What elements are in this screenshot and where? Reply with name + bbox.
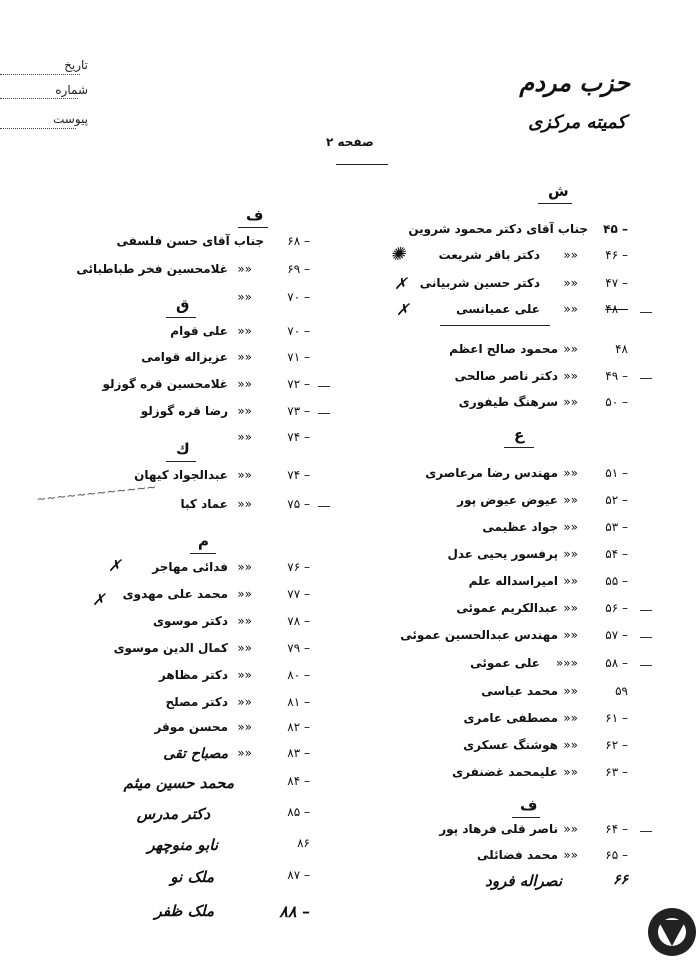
row-number: ۶۵ –	[605, 848, 628, 862]
row-prefix: ««	[563, 765, 578, 779]
row-number: ۵۴ –	[605, 547, 628, 561]
row-number: ۷۳ –	[287, 404, 310, 418]
row-prefix: ««	[563, 628, 578, 642]
row-prefix: ««	[237, 746, 252, 760]
row-name: مهندس رضا مرعاصری	[425, 466, 558, 480]
row-number: ۷۵ –	[287, 497, 310, 511]
row-prefix: «««	[555, 656, 578, 670]
list-item	[360, 493, 628, 513]
row-prefix: ««	[563, 547, 578, 561]
row-name: علی عموئی	[470, 656, 540, 670]
row-number: ۷۰ –	[287, 290, 310, 304]
list-item	[40, 262, 310, 282]
row-name: علی قوام	[170, 324, 228, 338]
row-prefix: ««	[237, 430, 252, 444]
row-name: دکتر مصلح	[165, 695, 228, 709]
list-item	[40, 234, 310, 254]
row-number: ۸۷ –	[287, 868, 310, 882]
list-item	[40, 746, 310, 766]
list-item	[40, 377, 310, 397]
row-number: ۵۲ –	[605, 493, 628, 507]
row-prefix: ««	[237, 720, 252, 734]
row-prefix: ««	[237, 560, 252, 574]
row-number: ۶۴ –	[605, 822, 628, 836]
list-item	[360, 656, 628, 676]
row-name: محسن موقر	[154, 720, 228, 734]
list-item	[40, 805, 310, 831]
row-prefix: ««	[237, 377, 252, 391]
x-mark-icon: ✗	[108, 556, 122, 575]
row-name: کمال الدین موسوی	[113, 641, 228, 655]
row-number: ۴۸ –	[605, 302, 628, 316]
row-name: علیمحمد غضنفری	[452, 765, 558, 779]
row-prefix: ««	[563, 248, 578, 262]
scribble-mark-icon: ✺	[390, 244, 406, 265]
list-item	[360, 765, 628, 785]
row-number: ۸۵ –	[287, 805, 310, 819]
section-heading-ain: ع	[514, 426, 525, 444]
list-item	[40, 404, 310, 424]
row-name: علی عمیانسی	[456, 302, 540, 316]
row-number: ۵۳ –	[605, 520, 628, 534]
row-number: ۸۲ –	[287, 720, 310, 734]
section-underline	[538, 203, 572, 204]
list-item	[40, 614, 310, 634]
row-name: نابو منوچهر	[147, 836, 218, 854]
row-name: عبدالکریم عموئی	[456, 601, 558, 615]
section-heading-m: م	[198, 532, 209, 550]
row-prefix: ««	[237, 668, 252, 682]
section-heading-q: ق	[176, 296, 190, 314]
row-name: جناب آقای حسن فلسفی	[116, 234, 264, 248]
row-number: ۴۹ –	[605, 369, 628, 383]
number-label: شماره	[55, 83, 88, 97]
row-prefix: ««	[237, 695, 252, 709]
row-prefix: ««	[563, 466, 578, 480]
row-number: ۵۰ –	[605, 395, 628, 409]
row-number: ۴۷ –	[605, 276, 628, 290]
row-number: ۴۸	[615, 342, 628, 356]
row-name: مصباح تقی	[163, 746, 228, 762]
row-prefix: ««	[237, 468, 252, 482]
list-item	[360, 222, 628, 242]
row-name: پرفسور یحیی عدل	[447, 547, 558, 561]
list-item	[40, 902, 310, 930]
row-number: ۷۴ –	[287, 430, 310, 444]
row-name: دکتر موسوی	[153, 614, 228, 628]
row-prefix: ««	[237, 290, 252, 304]
row-prefix: ««	[563, 342, 578, 356]
row-name: دکتر مدرس	[136, 805, 210, 823]
page-number-underline	[336, 164, 388, 165]
row-prefix: ««	[563, 738, 578, 752]
row-name: محمد عباسی	[481, 684, 558, 698]
section-underline	[512, 817, 540, 818]
row-number: ۶۲ –	[605, 738, 628, 752]
row-name: عماد کبا	[180, 497, 228, 511]
row-number: ۷۱ –	[287, 350, 310, 364]
row-prefix: ««	[563, 684, 578, 698]
list-item	[40, 350, 310, 370]
row-name: رضا قره گوزلو	[140, 404, 228, 418]
row-prefix: ««	[563, 395, 578, 409]
row-number: ۷۷ –	[287, 587, 310, 601]
row-number: ۸۳ –	[287, 746, 310, 760]
row-number: ۷۴ –	[287, 468, 310, 482]
row-number: ۶۹ –	[287, 262, 310, 276]
margin-dash	[640, 312, 652, 313]
row-name: فدائی مهاجر	[152, 560, 228, 574]
archive-watermark	[400, 902, 700, 964]
row-number: ۸۱ –	[287, 695, 310, 709]
row-name: هوشنگ عسکری	[463, 738, 558, 752]
row-prefix: ««	[563, 493, 578, 507]
list-item	[40, 641, 310, 661]
row-name: جواد عظیمی	[482, 520, 558, 534]
list-item	[40, 695, 310, 715]
row-number: ۷۰ –	[287, 324, 310, 338]
row-name: عزیزاله قوامی	[141, 350, 228, 364]
row-prefix: ««	[563, 711, 578, 725]
row-number: ۸۶	[297, 836, 310, 850]
row-number: ۶۶	[612, 872, 628, 888]
row-name: مهندس عبدالحسین عموئی	[400, 628, 558, 642]
party-name: حزب مردم	[519, 68, 630, 97]
section-underline	[238, 227, 268, 228]
row-name: نصراله فرود	[485, 872, 562, 890]
list-item	[360, 822, 628, 842]
row-prefix: ««	[237, 497, 252, 511]
row-prefix: ««	[563, 822, 578, 836]
list-item	[360, 302, 628, 322]
list-item	[40, 468, 310, 488]
row-number: ۵۱ –	[605, 466, 628, 480]
margin-dash	[640, 665, 652, 666]
row-prefix: ««	[237, 641, 252, 655]
list-item	[360, 872, 628, 898]
row-number: ۴۶ –	[605, 248, 628, 262]
row-prefix: ««	[563, 276, 578, 290]
list-item	[40, 587, 310, 607]
list-item	[40, 836, 310, 862]
row-number: ۶۸ –	[287, 234, 310, 248]
handwritten-scribble: ~~~~~~~~~~~~	[35, 479, 158, 507]
attachment-label: پیوست	[53, 112, 88, 126]
row-number: ۸۸ –	[279, 902, 310, 921]
row-name: محمود صالح اعظم	[449, 342, 558, 356]
list-item	[40, 430, 310, 450]
row-name: دکتر ناصر صالحی	[454, 369, 558, 383]
x-mark-icon: ✗	[92, 590, 106, 609]
row-prefix: ««	[237, 350, 252, 364]
list-item	[40, 720, 310, 740]
list-item	[40, 774, 310, 800]
section-underline	[190, 553, 216, 554]
row-name: جناب آقای دکتر محمود شروین	[408, 222, 588, 236]
margin-dash	[640, 637, 652, 638]
list-item	[360, 520, 628, 540]
row-number: ۶۳ –	[605, 765, 628, 779]
row-number: ۴۵ –	[603, 222, 628, 236]
row-prefix: ««	[563, 848, 578, 862]
row-prefix: ««	[237, 404, 252, 418]
list-item	[360, 395, 628, 415]
number-line	[0, 98, 78, 99]
row-prefix: ««	[563, 601, 578, 615]
row-number: ۸۴ –	[287, 774, 310, 788]
section-heading-f: ف	[246, 206, 264, 224]
page-number: صفحه ۲	[326, 135, 374, 149]
row-number: ۸۰ –	[287, 668, 310, 682]
section-underline	[166, 461, 196, 462]
row-number: ۷۲ –	[287, 377, 310, 391]
list-item	[360, 342, 628, 362]
margin-dash	[640, 831, 652, 832]
section-heading-sh: ش	[548, 182, 569, 200]
row-name: سرهنگ طیفوری	[458, 395, 558, 409]
list-item	[40, 290, 310, 310]
list-item	[360, 276, 628, 296]
list-item	[40, 868, 310, 894]
row-prefix: ««	[237, 262, 252, 276]
list-item	[360, 848, 628, 868]
list-item	[360, 547, 628, 567]
date-label: تاریخ	[64, 58, 88, 72]
row-prefix: ««	[237, 587, 252, 601]
x-mark-icon: ✗	[396, 300, 410, 319]
row-name: مصطفی عامری	[463, 711, 558, 725]
row-number: ۷۸ –	[287, 614, 310, 628]
row-name: ناصر قلی فرهاد پور	[439, 822, 558, 836]
row-number: ۷۹ –	[287, 641, 310, 655]
attachment-line	[0, 128, 76, 129]
section-underline	[166, 317, 196, 318]
list-item	[360, 628, 628, 648]
row-number: ۵۵ –	[605, 574, 628, 588]
list-item	[40, 324, 310, 344]
row-prefix: ««	[237, 614, 252, 628]
row-name: محمد علی مهدوی	[122, 587, 228, 601]
row-prefix: ««	[563, 302, 578, 316]
row-prefix: ««	[237, 324, 252, 338]
margin-dash	[640, 610, 652, 611]
list-item	[360, 248, 628, 268]
row-prefix: ««	[563, 369, 578, 383]
row-name: عبدالجواد کیهان	[134, 468, 228, 482]
row-name: غلامحسین قره گوزلو	[102, 377, 228, 391]
list-item	[360, 684, 628, 704]
row-name: محمد حسین میثم	[123, 774, 234, 792]
row-number: ۵۹	[615, 684, 628, 698]
row-number: ۵۷ –	[605, 628, 628, 642]
date-line	[0, 74, 80, 75]
row-name: دکتر حسین شربیانی	[419, 276, 540, 290]
row-prefix: ««	[563, 520, 578, 534]
row-number: ۷۶ –	[287, 560, 310, 574]
row-name: دکتر مظاهر	[158, 668, 228, 682]
list-item	[360, 711, 628, 731]
margin-dash	[318, 386, 330, 387]
margin-dash	[640, 378, 652, 379]
x-mark-icon: ✗	[394, 274, 408, 293]
entry-underline	[440, 325, 550, 326]
row-name: غلامحسین فخر طباطبائی	[76, 262, 228, 276]
section-heading-f2: ف	[520, 796, 538, 814]
row-prefix: ««	[563, 574, 578, 588]
margin-dash	[318, 413, 330, 414]
list-item	[360, 466, 628, 486]
row-number: ۶۱ –	[605, 711, 628, 725]
row-name: عیوض عیوض پور	[457, 493, 558, 507]
section-underline	[504, 447, 534, 448]
row-name: ملک نو	[170, 868, 214, 886]
row-name: امیراسداله علم	[468, 574, 558, 588]
committee-name: کمیته مرکزی	[528, 112, 626, 133]
row-number: ۵۶ –	[605, 601, 628, 615]
archive-logo-icon	[400, 902, 700, 964]
margin-dash	[318, 506, 330, 507]
section-heading-k: ك	[176, 440, 190, 458]
list-item	[360, 369, 628, 389]
row-name: ملک ظفر	[154, 902, 214, 920]
list-item	[360, 574, 628, 594]
list-item	[360, 601, 628, 621]
list-item	[360, 738, 628, 758]
list-item	[40, 560, 310, 580]
list-item	[40, 668, 310, 688]
row-name: محمد فضائلی	[477, 848, 558, 862]
row-number: ۵۸ –	[605, 656, 628, 670]
row-name: دکتر باقر شریعت	[438, 248, 540, 262]
